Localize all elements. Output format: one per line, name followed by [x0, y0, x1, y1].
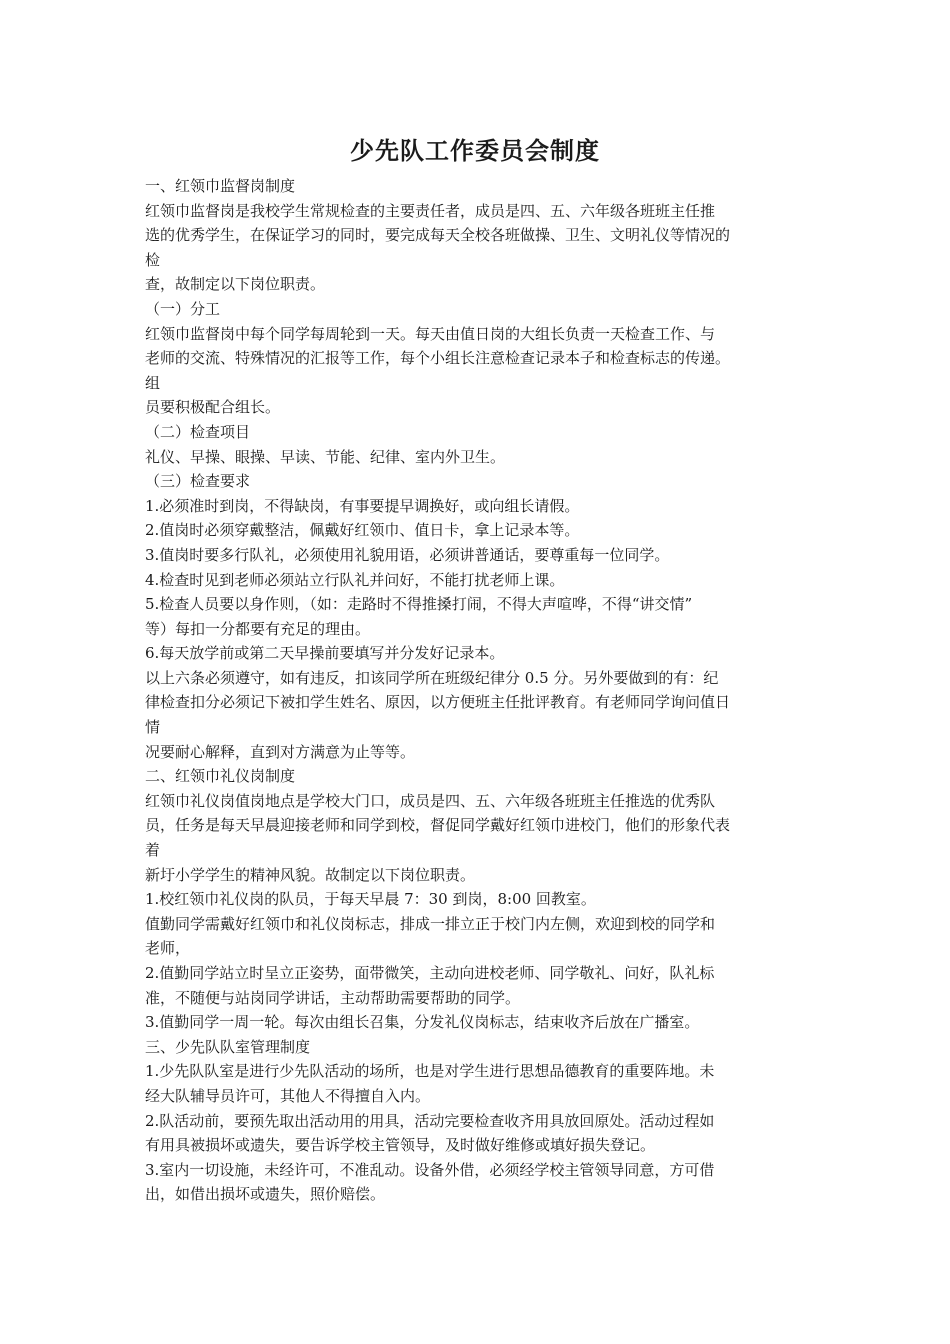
- text-line: 礼仪、早操、眼操、早读、节能、纪律、室内外卫生。: [145, 447, 506, 466]
- text-line: 况要耐心解释，直到对方满意为止等等。: [145, 742, 416, 761]
- text-line: 老师的交流、特殊情况的汇报等工作，每个小组长注意检查记录本子和检查标志的传递。: [145, 349, 731, 368]
- text-line: 1.必须准时到岗，不得缺岗，有事要提早调换好，或向组长请假。: [145, 496, 580, 515]
- text-line: 情: [145, 718, 161, 737]
- text-line: 员，任务是每天早晨迎接老师和同学到校，督促同学戴好红领巾进校门，他们的形象代表: [145, 816, 731, 835]
- text-line: 员要积极配合组长。: [145, 398, 281, 417]
- text-line: 以上六条必须遵守，如有违反，扣该同学所在班级纪律分 0.5 分。另外要做到的有：纪: [145, 668, 719, 687]
- text-line: 三、少先队队室管理制度: [145, 1037, 311, 1056]
- text-line: 红领巾监督岗是我校学生常规检查的主要责任者，成员是四、五、六年级各班班主任推: [145, 201, 716, 220]
- text-line: 经大队辅导员许可，其他人不得擅自入内。: [145, 1086, 431, 1105]
- text-line: 等）每扣一分都要有充足的理由。: [145, 619, 371, 638]
- text-line: 老师，: [145, 939, 191, 958]
- text-line: （三）检查要求: [145, 472, 251, 491]
- text-line: 1.少先队队室是进行少先队活动的场所，也是对学生进行思想品德教育的重要阵地。未: [145, 1062, 715, 1081]
- text-line: 查，故制定以下岗位职责。: [145, 275, 326, 294]
- document-title: 少先队工作委员会制度: [350, 137, 600, 165]
- text-line: 红领巾监督岗中每个同学每周轮到一天。每天由值日岗的大组长负责一天检查工作、与: [145, 324, 716, 343]
- text-line: 有用具被损坏或遗失，要告诉学校主管领导，及时做好维修或填好损失登记。: [145, 1136, 656, 1155]
- text-line: 6.每天放学前或第二天早操前要填写并分发好记录本。: [145, 644, 505, 663]
- text-line: 着: [145, 841, 161, 860]
- text-line: 2.值勤同学站立时呈立正姿势，面带微笑，主动向进校老师、同学敬礼、问好，队礼标: [145, 964, 715, 982]
- text-line: 3.值勤同学一周一轮。每次由组长召集，分发礼仪岗标志，结束收齐后放在广播室。: [145, 1013, 700, 1032]
- text-line: 选的优秀学生，在保证学习的同时，要完成每天全校各班做操、卫生、文明礼仪等情况的: [145, 226, 731, 245]
- text-line: 律检查扣分必须记下被扣学生姓名、原因，以方便班主任批评教育。有老师同学询问值日: [145, 693, 731, 712]
- text-line: 1.校红领巾礼仪岗的队员，于每天早晨 7：30 到岗，8:00 回教室。: [145, 890, 596, 909]
- text-line: （二）检查项目: [145, 422, 251, 441]
- text-line: （一）分工: [145, 299, 221, 318]
- text-line: 5.检查人员要以身作则，（如：走路时不得推搡打闹，不得大声喧哗，不得“讲交情”: [145, 595, 693, 614]
- text-line: 值勤同学需戴好红领巾和礼仪岗标志，排成一排立正于校门内左侧，欢迎到校的同学和: [145, 914, 716, 933]
- text-line: 出，如借出损坏或遗失，照价赔偿。: [145, 1185, 386, 1204]
- text-line: 红领巾礼仪岗值岗地点是学校大门口，成员是四、五、六年级各班班主任推选的优秀队: [145, 791, 716, 810]
- text-line: 准，不随便与站岗同学讲话，主动帮助需要帮助的同学。: [145, 988, 521, 1007]
- text-line: 一、红领巾监督岗制度: [145, 177, 296, 195]
- text-line: 3.室内一切设施，未经许可，不准乱动。设备外借，必须经学校主管领导同意，方可借: [145, 1160, 715, 1179]
- text-line: 4.检查时见到老师必须站立行队礼并问好，不能打扰老师上课。: [145, 570, 565, 589]
- text-line: 二、红领巾礼仪岗制度: [145, 767, 296, 786]
- document-body: [145, 174, 815, 1207]
- text-line: 2.值岗时必须穿戴整洁，佩戴好红领巾、值日卡，拿上记录本等。: [145, 521, 580, 540]
- text-line: 新圩小学学生的精神风貌。故制定以下岗位职责。: [145, 865, 476, 884]
- text-line: 组: [145, 373, 161, 392]
- text-line: 2.队活动前，要预先取出活动用的用具，活动完要检查收齐用具放回原处。活动过程如: [145, 1111, 715, 1130]
- text-line: 3.值岗时要多行队礼，必须使用礼貌用语，必须讲普通话，要尊重每一位同学。: [145, 545, 670, 564]
- text-line: 检: [145, 250, 161, 269]
